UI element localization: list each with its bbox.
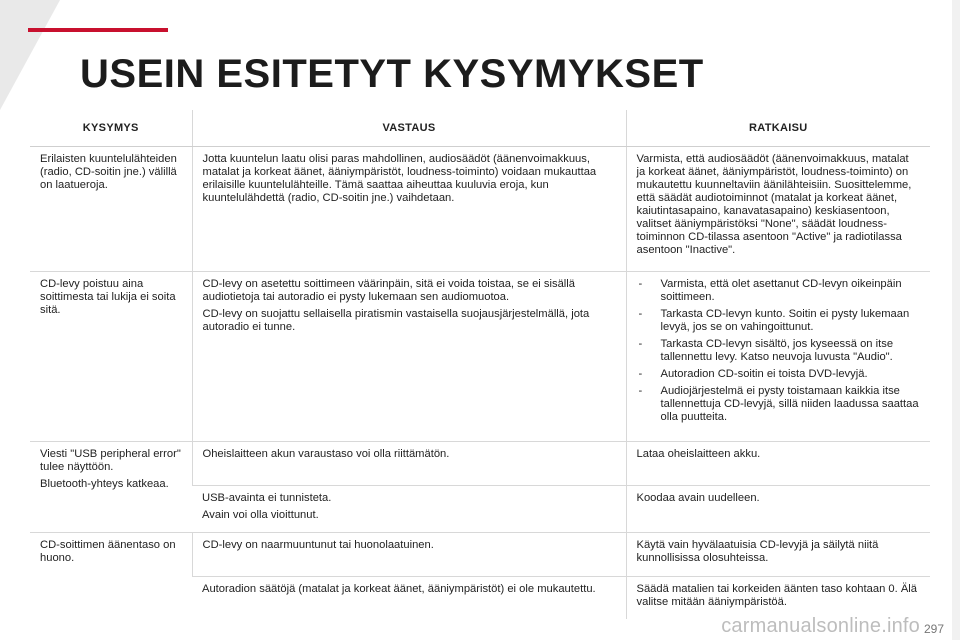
page-number: 297 <box>923 622 944 636</box>
list-item: - Audiojärjestelmä ei pysty toistamaan kaikkia itse tallennettuja CD-levyjä, sillä niiden laadussa saattaa olla puutteita. <box>637 385 921 424</box>
table-row <box>30 146 930 271</box>
answer-text: Jotta kuuntelun laatu olisi paras mahdollinen, audiosäädöt (äänenvoimakkuus, matalat ja korkeat äänet, ääniympäristöt, loudness-toiminto) voidaan mukauttaa erilaisille kuuntelulähteille. Tämä saattaa aiheuttaa kuuluvia eroja, kun kuuntelulähdettä (radio, CD-soitin jne.) vaihdetaan. <box>202 152 597 204</box>
list-item: - Tarkasta CD-levyn kunto. Soitin ei pysty lukemaan levyä, jos se on vahingoittunut. <box>637 308 921 334</box>
question-text: Viesti "USB peripheral error" tulee näyttöön. <box>40 447 181 473</box>
solution-cell <box>626 532 930 576</box>
column-header-solution: RATKAISU <box>626 110 930 146</box>
page-title: USEIN ESITETYT KYSYMYKSET <box>80 52 704 96</box>
table-row <box>30 532 930 576</box>
solution-cell <box>626 576 930 619</box>
answer-text: Avain voi olla vioittunut. <box>202 508 319 521</box>
watermark-text: carmanualsonline.info <box>721 615 920 637</box>
header-accent-bar <box>28 28 168 32</box>
solution-text: Säädä matalien tai korkeiden äänten taso kohtaan 0. Älä valitse mitään ääniympäristöä. <box>636 582 918 608</box>
solution-list <box>637 278 921 424</box>
question-cell <box>30 441 192 532</box>
question-text: CD-soittimen äänentaso on huono. <box>40 538 176 564</box>
table-row <box>30 441 930 485</box>
question-cell <box>30 146 192 271</box>
answer-text: CD-levy on suojattu sellaisella piratismin vastaisella suojausjärjestelmällä, jota autoradio ei tunne. <box>202 307 590 333</box>
solution-text: Koodaa avain uudelleen. <box>636 491 760 504</box>
answer-cell <box>192 146 626 271</box>
answer-cell <box>192 271 626 441</box>
solution-text: Lataa oheislaitteen akku. <box>636 447 761 460</box>
solution-cell <box>626 271 930 441</box>
answer-cell <box>192 441 626 485</box>
answer-text: CD-levy on naarmuuntunut tai huonolaatuinen. <box>202 538 434 551</box>
question-cell <box>30 532 192 619</box>
faq-table-container <box>30 110 930 619</box>
answer-cell <box>192 576 626 619</box>
answer-text: Oheislaitteen akun varaustaso voi olla riittämätön. <box>202 447 450 460</box>
answer-text: USB-avainta ei tunnisteta. <box>202 491 332 504</box>
column-header-question: KYSYMYS <box>30 110 192 146</box>
page-edge-tab <box>952 0 960 640</box>
solution-cell <box>626 441 930 485</box>
question-text: CD-levy poistuu aina soittimesta tai lukija ei soita sitä. <box>40 277 176 316</box>
list-item: - Varmista, että olet asettanut CD-levyn oikeinpäin soittimeen. <box>637 278 921 304</box>
faq-table <box>30 110 930 619</box>
table-row <box>30 271 930 441</box>
solution-cell <box>626 485 930 532</box>
list-item: - Tarkasta CD-levyn sisältö, jos kyseessä on itse tallennettu levy. Katso neuvoja luvusta "Audio". <box>637 338 921 364</box>
list-item: - Autoradion CD-soitin ei toista DVD-levyjä. <box>637 368 921 381</box>
question-text: Erilaisten kuuntelulähteiden (radio, CD-soitin jne.) välillä on laatueroja. <box>40 152 177 191</box>
answer-cell <box>192 485 626 532</box>
answer-text: CD-levy on asetettu soittimeen väärinpäin, sitä ei voida toistaa, se ei sisällä audiotietoja tai autoradio ei pysty lukemaan sen audiomuotoa. <box>202 277 575 303</box>
answer-cell <box>192 532 626 576</box>
answer-text: Autoradion säätöjä (matalat ja korkeat äänet, ääniympäristöt) ei ole mukautettu. <box>202 582 596 595</box>
solution-text: Varmista, että audiosäädöt (äänenvoimakkuus, matalat ja korkeat äänet, ääniympäristöt, loudness-toiminto) on mukautettu kuunneltaviin äänilähteisiin. Suosittelemme, että säädät audiotoiminnot (matalat ja korkeat äänet, kaiutintasapaino, kanavatasapaino) keskiasentoon, valitset ääniympäristöksi "None", säädät loudness-toiminnon CD-tilassa asentoon "Active" ja radiotilassa asentoon "Inactive". <box>636 152 912 256</box>
question-cell <box>30 271 192 441</box>
corner-decoration <box>0 0 60 110</box>
table-header-row <box>30 110 930 146</box>
column-header-answer: VASTAUS <box>192 110 626 146</box>
solution-text: Käytä vain hyvälaatuisia CD-levyjä ja säilytä niitä kunnollisissa olosuhteissa. <box>636 538 879 564</box>
question-text: Bluetooth-yhteys katkeaa. <box>40 477 169 490</box>
solution-cell <box>626 146 930 271</box>
